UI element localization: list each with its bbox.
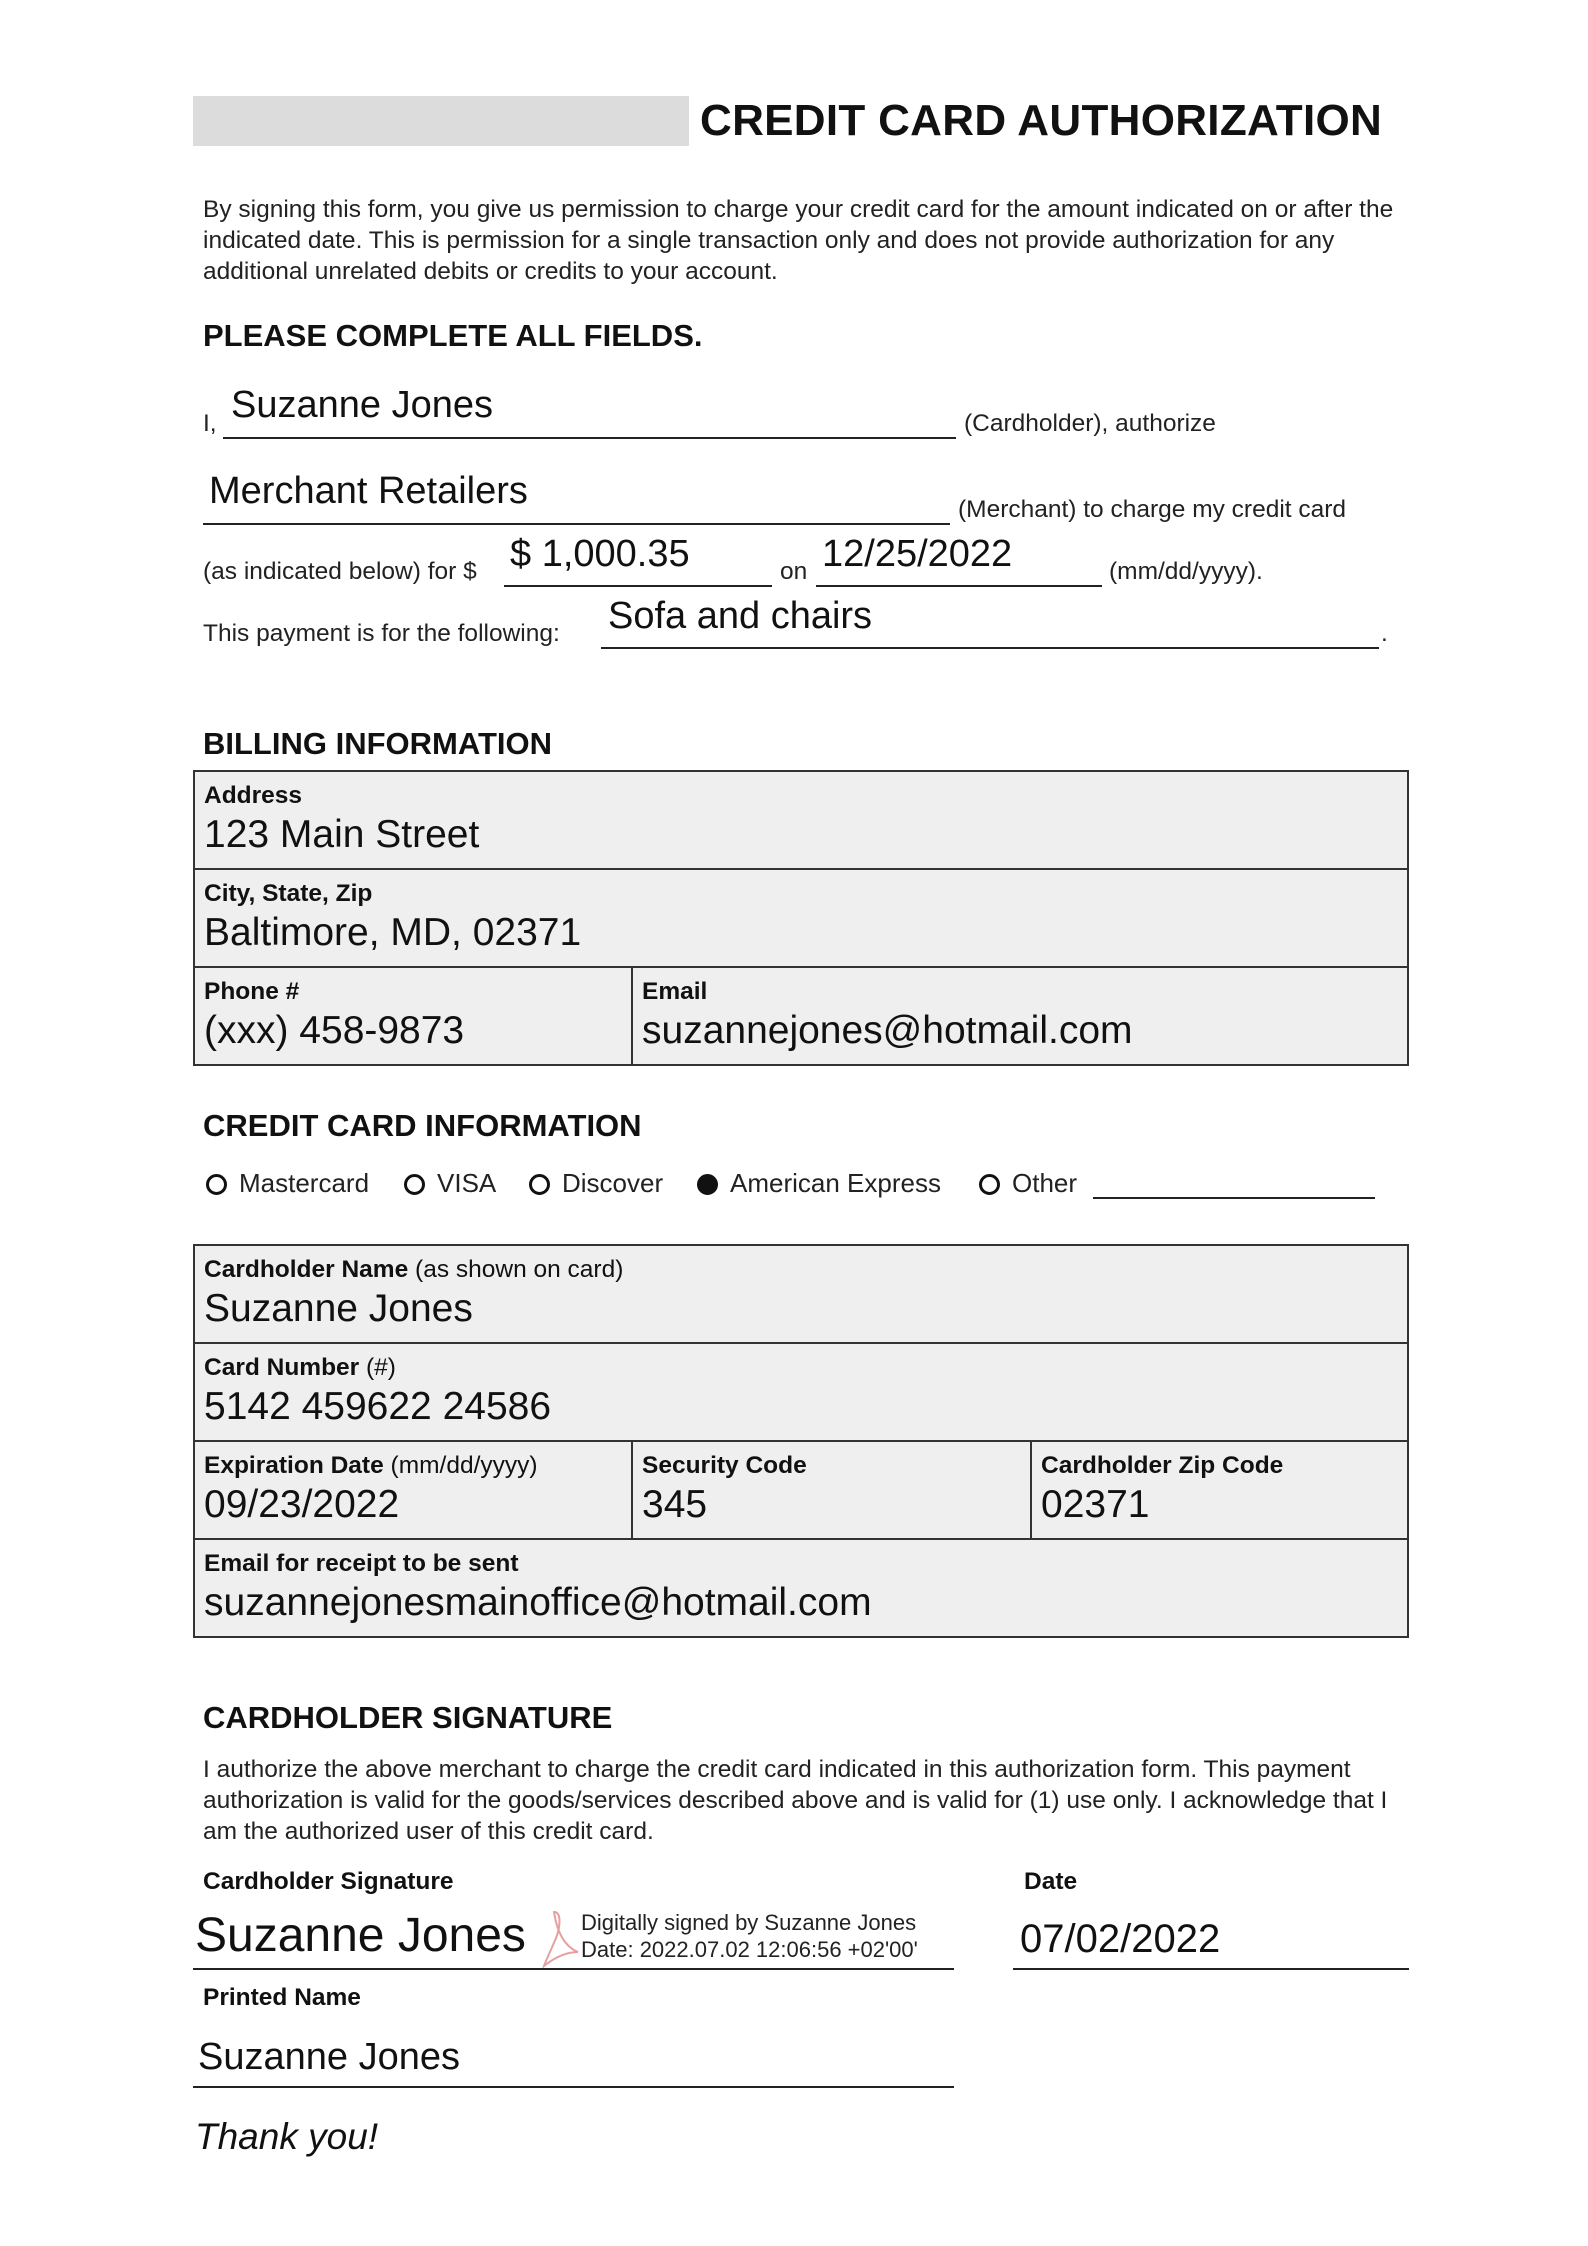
billing-table: [193, 770, 1409, 1066]
digital-signature-line2: Date: 2022.07.02 12:06:56 +02'00': [581, 1937, 918, 1962]
phone-value: (xxx) 458-9873: [204, 1009, 465, 1052]
card-name-note: (as shown on card): [415, 1256, 624, 1283]
printed-name-underline: [193, 2086, 954, 2088]
option-label: Discover: [562, 1168, 664, 1198]
payment-for-field[interactable]: Sofa and chairs: [608, 595, 873, 637]
radio-icon: [529, 1174, 550, 1195]
intro-paragraph: By signing this form, you give us permission to charge your credit card for the amount indicated on or after the indicated date. This is permission for a single transaction only and does not provide authorization for any additional unrelated debits or credits to your account.: [203, 196, 1394, 285]
receipt-email-value: suzannejonesmainoffice@hotmail.com: [204, 1581, 872, 1624]
signature-underline: [193, 1968, 954, 1970]
thank-you-note: Thank you!: [195, 2116, 379, 2157]
receipt-email-label: Email for receipt to be sent: [204, 1550, 519, 1577]
merchant-suffix: (Merchant) to charge my credit card: [958, 496, 1347, 523]
phone-label: Phone #: [204, 978, 300, 1005]
card-number-label: Card Number: [204, 1354, 360, 1381]
card-name-value: Suzanne Jones: [204, 1287, 473, 1330]
amount-field[interactable]: $ 1,000.35: [510, 533, 690, 575]
security-code-cell[interactable]: [632, 1441, 1031, 1539]
option-discover[interactable]: [529, 1168, 663, 1199]
radio-icon: [206, 1174, 227, 1195]
security-code-value: 345: [642, 1483, 708, 1526]
cardholder-suffix: (Cardholder), authorize: [964, 410, 1216, 437]
page-title: CREDIT CARD AUTHORIZATION: [700, 96, 1383, 145]
complete-heading: PLEASE COMPLETE ALL FIELDS.: [203, 318, 703, 353]
billing-heading: BILLING INFORMATION: [203, 726, 552, 761]
option-american-express[interactable]: [697, 1168, 941, 1199]
other-underline[interactable]: [1093, 1197, 1375, 1199]
date-format-hint: (mm/dd/yyyy).: [1109, 558, 1263, 585]
payment-suffix: .: [1381, 620, 1388, 647]
radio-icon: [404, 1174, 425, 1195]
radio-selected-icon: [697, 1174, 718, 1195]
option-other[interactable]: [979, 1168, 1077, 1199]
option-label: VISA: [437, 1168, 497, 1198]
radio-icon: [979, 1174, 1000, 1195]
logo-placeholder: [193, 96, 689, 146]
security-code-label: Security Code: [642, 1452, 807, 1479]
city-cell[interactable]: [194, 869, 1408, 967]
date-label: Date: [1024, 1868, 1078, 1895]
email-value: suzannejones@hotmail.com: [642, 1009, 1133, 1052]
card-heading: CREDIT CARD INFORMATION: [203, 1108, 642, 1143]
card-table: [193, 1244, 1409, 1638]
address-cell[interactable]: [194, 771, 1408, 869]
digital-signature-line1: Digitally signed by Suzanne Jones: [581, 1910, 917, 1935]
card-number-value: 5142 459622 24586: [204, 1385, 552, 1428]
phone-cell[interactable]: [194, 967, 632, 1065]
city-label: City, State, Zip: [204, 880, 373, 907]
signature-heading: CARDHOLDER SIGNATURE: [203, 1700, 613, 1735]
card-number-note: (#): [366, 1354, 396, 1381]
option-visa[interactable]: [404, 1168, 496, 1199]
on-label: on: [780, 558, 808, 585]
option-mastercard[interactable]: [206, 1168, 369, 1199]
email-cell[interactable]: [632, 967, 1408, 1065]
option-label: Other: [1012, 1168, 1078, 1198]
amount-prefix: (as indicated below) for $: [203, 558, 477, 585]
option-label: American Express: [730, 1168, 941, 1198]
charge-date-field[interactable]: 12/25/2022: [822, 533, 1013, 575]
receipt-email-cell[interactable]: [194, 1539, 1408, 1637]
digital-signature-icon: [540, 1908, 582, 1970]
card-name-cell[interactable]: [194, 1245, 1408, 1343]
merchant-field[interactable]: Merchant Retailers: [209, 470, 528, 512]
payment-underline: [601, 647, 1379, 649]
payment-prefix: This payment is for the following:: [203, 620, 560, 647]
email-label: Email: [642, 978, 708, 1005]
signature-label: Cardholder Signature: [203, 1868, 454, 1895]
expiration-label: Expiration Date: [204, 1452, 384, 1479]
zip-cell[interactable]: [1031, 1441, 1408, 1539]
card-name-label: Cardholder Name: [204, 1256, 409, 1283]
date-underline: [816, 585, 1102, 587]
signature-name[interactable]: Suzanne Jones: [195, 1909, 526, 1962]
city-value: Baltimore, MD, 02371: [204, 911, 582, 954]
printed-name-label: Printed Name: [203, 1984, 361, 2011]
signature-text: I authorize the above merchant to charge the credit card indicated in this authorization form. This payment authorization is valid for the goods/services described above and is valid for (1) use only. I acknowledge that I am the authorized user of this credit card.: [203, 1756, 1388, 1845]
auth-prefix: I,: [203, 410, 217, 437]
printed-name-field[interactable]: Suzanne Jones: [198, 2036, 460, 2078]
zip-label: Cardholder Zip Code: [1041, 1452, 1284, 1479]
signature-date-underline: [1013, 1968, 1409, 1970]
expiration-value: 09/23/2022: [204, 1483, 400, 1526]
option-label: Mastercard: [239, 1168, 370, 1198]
cardholder-underline: [223, 437, 956, 439]
zip-value: 02371: [1041, 1483, 1150, 1526]
address-label: Address: [204, 782, 303, 809]
card-number-cell[interactable]: [194, 1343, 1408, 1441]
signature-date-field[interactable]: 07/02/2022: [1020, 1917, 1221, 1961]
expiration-note: (mm/dd/yyyy): [390, 1452, 538, 1479]
expiration-cell[interactable]: [194, 1441, 632, 1539]
amount-underline: [504, 585, 772, 587]
address-value: 123 Main Street: [204, 813, 480, 856]
cardholder-field[interactable]: Suzanne Jones: [231, 384, 493, 426]
merchant-underline: [203, 523, 950, 525]
